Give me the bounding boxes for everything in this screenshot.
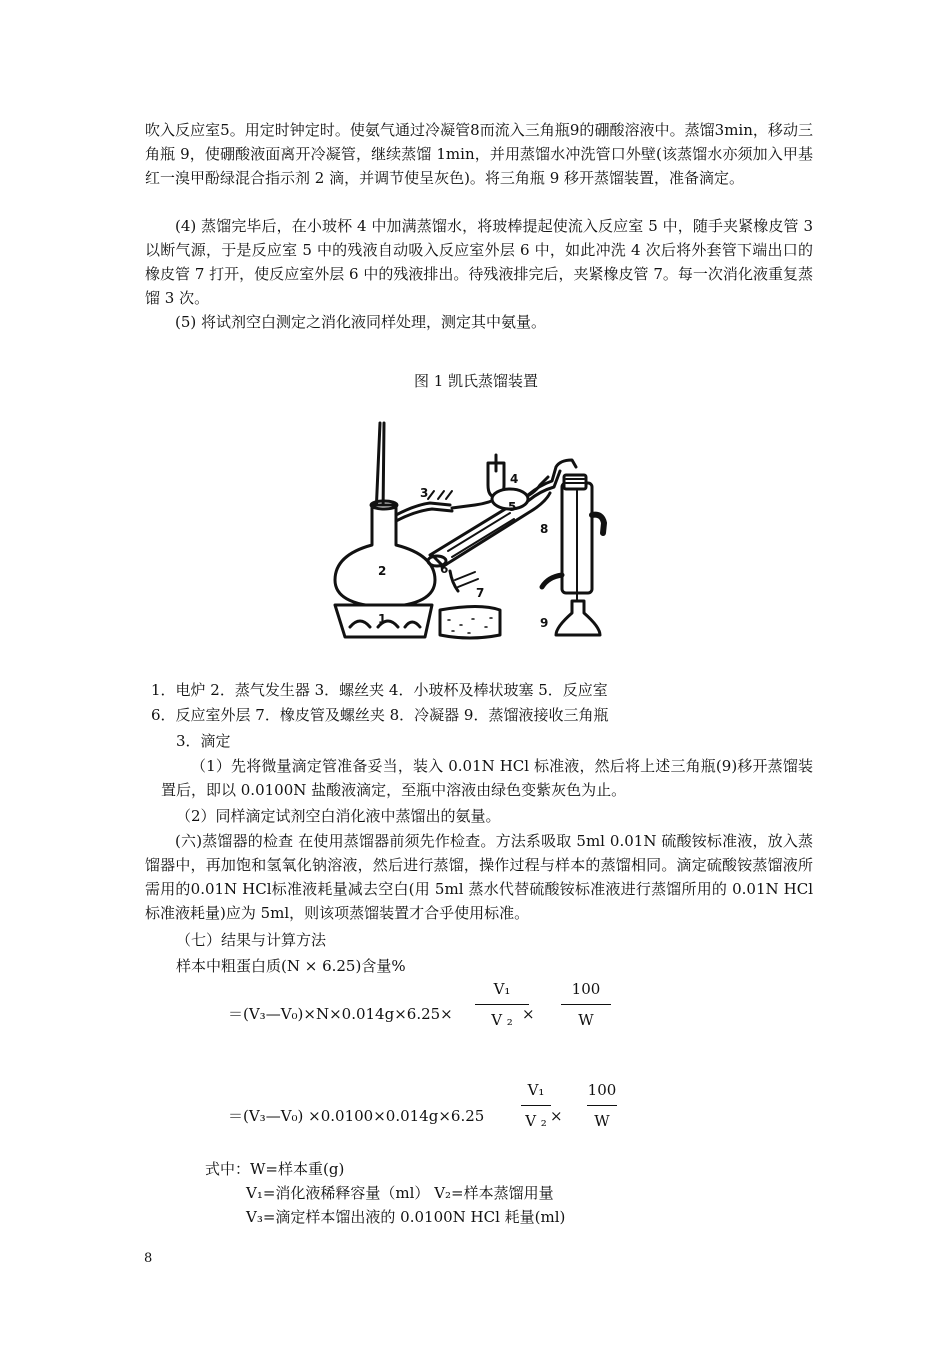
formula-1-fraction-100 [556,980,616,1029]
formula-1-num-v1: V₁ [493,980,511,998]
page-number: 8 [144,1251,153,1266]
paragraph-distiller-check: (六)蒸馏器的检查 在使用蒸馏器前须先作检查。方法系吸取 5ml 0.01N 硫酸铵标准液，放入蒸馏器中，再加饱和氢氧化钠溶液，然后进行蒸馏，操作过程与样本的蒸馏相同。滴定硫酸铵蒸馏液所需用的0.01N HCl标准液耗量减去空白(用 5ml 蒸水代替硫酸铵标准液进行蒸馏所用的 0.01N HCl 标准液耗量)应为 5ml，则该项蒸馏装置才合乎使用标准。 [145,832,813,922]
figure-legend-line-1: 1．电炉 2．蒸气发生器 3．螺丝夹 4．小玻杯及棒状玻塞 5．反应室 [151,681,608,699]
formula-1-times: × [522,1005,535,1023]
figure-label-1: 1 [378,612,387,626]
figure-title: 图 1 凯氏蒸馏装置 [413,372,539,390]
figure-label-2: 2 [378,564,387,578]
formula-2-times: × [550,1107,563,1125]
formula-1-den-w: W [578,1011,594,1029]
formula-1-den-v2-text: V ₂ [491,1011,513,1029]
section-heading-titration: 3．滴定 [176,732,231,750]
formula-2-left: ＝(V₃—V₀) ×0.0100×0.014g×6.25 [228,1107,485,1125]
paragraph-distill-step: 吹入反应室5。用定时钟定时。使氨气通过冷凝管8而流入三角瓶9的硼酸溶液中。蒸馏3min，移动三角瓶 9，使硼酸液面离开冷凝管，继续蒸馏 1min，并用蒸馏水冲洗管口外壁(该蒸馏水亦须加入甲基红一溴甲酚绿混合指示剂 2 滴，并调节使呈灰色)。将三角瓶 9 移开蒸馏装置，准备滴定。 [145,121,813,187]
paragraph-titration-1: （1）先将微量滴定管准备妥当，装入 0.01N HCl 标准液，然后将上述三角瓶(9)移开蒸馏装置后，即以 0.0100N 盐酸液滴定，至瓶中溶液由绿色变紫灰色为止。 [161,757,813,799]
formula-2-den-v2: V ₂ [525,1112,547,1130]
formula-1-num-100: 100 [571,980,601,998]
formula-2-num-v1: V₁ [527,1081,545,1099]
figure-label-6: 6 [440,562,449,576]
formula-2-fraction-100 [582,1081,622,1130]
formula-def-v3: V₃=滴定样本馏出液的 0.0100N HCl 耗量(ml) [246,1208,566,1226]
paragraph-step-5: (5) 将试剂空白测定之消化液同样处理，测定其中氨量。 [175,313,547,331]
formula-def-v1-v2: V₁=消化液稀释容量（ml） V₂=样本蒸馏用量 [246,1184,554,1202]
figure-label-5: 5 [508,500,517,514]
protein-formula-intro: 样本中粗蛋白质(N × 6.25)含量% [176,957,406,975]
formula-2-den-w: W [594,1112,610,1130]
kjeldahl-apparatus-figure [0,405,952,665]
figure-legend-line-2: 6．反应室外层 7．橡皮管及螺丝夹 8．冷凝器 9．蒸馏液接收三角瓶 [151,706,609,724]
figure-label-8: 8 [540,522,549,536]
figure-label-3: 3 [420,486,429,500]
formula-where-line: 式中：W=样本重(g) [205,1160,345,1178]
formula-1-left: ＝(V₃—V₀)×N×0.014g×6.25× [228,1005,453,1023]
formula-2-num-100: 100 [587,1081,617,1099]
paragraph-step-4: (4) 蒸馏完毕后，在小玻杯 4 中加满蒸馏水，将玻棒提起使流入反应室 5 中，随手夹紧橡皮管 3 以断气源，于是反应室 5 中的残液自动吸入反应室外层 6 中，如此冲洗 4 次后将外套管下端出口的橡皮管 7 打开，使反应室外层 6 中的残液排出。待残液排完后，夹紧橡皮管 7。每一次消化液重复蒸馏 3 次。 [145,217,813,307]
section-heading-results: （七）结果与计算方法 [176,931,327,949]
figure-label-4: 4 [510,472,519,486]
figure-label-7: 7 [476,586,485,600]
paragraph-titration-2: （2）同样滴定试剂空白消化液中蒸馏出的氨量。 [176,807,501,825]
figure-label-9: 9 [540,616,549,630]
